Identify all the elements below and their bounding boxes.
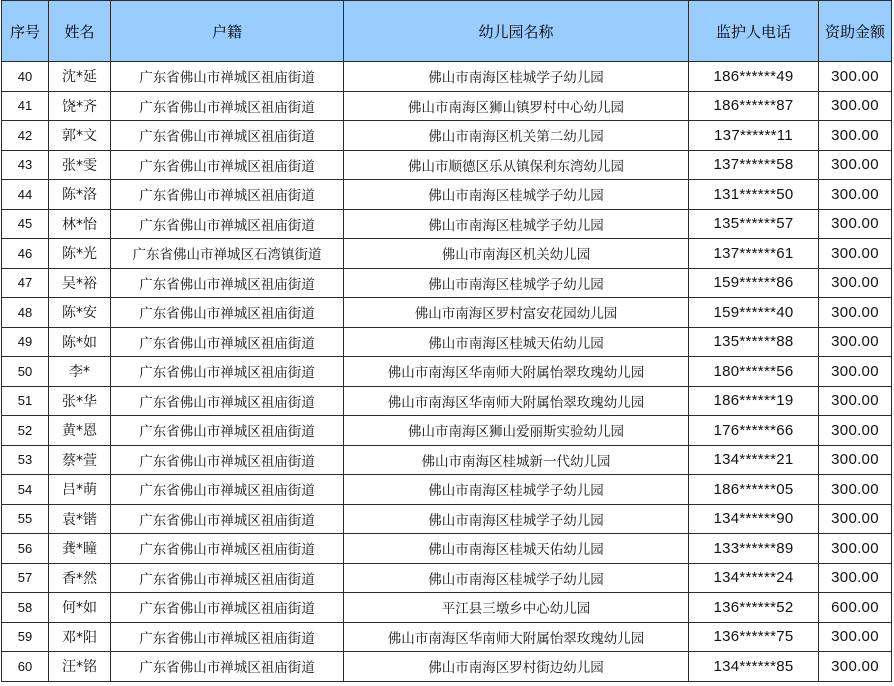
cell-kindergarten: 佛山市南海区罗村富安花园幼儿园 [344, 298, 689, 328]
cell-name: 龚*瞳 [49, 534, 111, 564]
cell-name: 陈*如 [49, 327, 111, 357]
cell-no: 44 [2, 180, 49, 210]
table-container [1, 0, 892, 682]
table-row [2, 62, 892, 92]
cell-no: 55 [2, 504, 49, 534]
cell-residence: 广东省佛山市禅城区祖庙街道 [111, 268, 344, 298]
cell-amount: 300.00 [819, 150, 892, 180]
cell-residence: 广东省佛山市禅城区石湾镇街道 [111, 239, 344, 269]
table-row [2, 180, 892, 210]
cell-residence: 广东省佛山市禅城区祖庙街道 [111, 445, 344, 475]
column-header-kindergarten: 幼儿园名称 [344, 1, 689, 62]
cell-residence: 广东省佛山市禅城区祖庙街道 [111, 62, 344, 92]
header-row [2, 1, 892, 62]
cell-no: 60 [2, 652, 49, 682]
cell-kindergarten: 佛山市南海区桂城学子幼儿园 [344, 504, 689, 534]
table-row [2, 150, 892, 180]
cell-name: 陈*安 [49, 298, 111, 328]
cell-no: 57 [2, 563, 49, 593]
cell-name: 香*然 [49, 563, 111, 593]
cell-name: 袁*锴 [49, 504, 111, 534]
cell-name: 陈*光 [49, 239, 111, 269]
cell-amount: 300.00 [819, 268, 892, 298]
cell-kindergarten: 佛山市南海区桂城学子幼儿园 [344, 209, 689, 239]
cell-residence: 广东省佛山市禅城区祖庙街道 [111, 150, 344, 180]
cell-amount: 300.00 [819, 180, 892, 210]
cell-amount: 300.00 [819, 239, 892, 269]
cell-phone: 136******75 [689, 622, 819, 652]
cell-name: 张*雯 [49, 150, 111, 180]
table-row [2, 416, 892, 446]
table-row [2, 652, 892, 682]
cell-no: 50 [2, 357, 49, 387]
cell-residence: 广东省佛山市禅城区祖庙街道 [111, 593, 344, 623]
cell-phone: 135******88 [689, 327, 819, 357]
cell-residence: 广东省佛山市禅城区祖庙街道 [111, 121, 344, 151]
table-row [2, 91, 892, 121]
cell-phone: 186******87 [689, 91, 819, 121]
cell-name: 陈*洛 [49, 180, 111, 210]
cell-residence: 广东省佛山市禅城区祖庙街道 [111, 357, 344, 387]
cell-kindergarten: 佛山市南海区机关第二幼儿园 [344, 121, 689, 151]
cell-kindergarten: 佛山市南海区华南师大附属怡翠玫瑰幼儿园 [344, 622, 689, 652]
table-row [2, 593, 892, 623]
cell-name: 饶*齐 [49, 91, 111, 121]
cell-phone: 136******52 [689, 593, 819, 623]
cell-kindergarten: 佛山市南海区桂城学子幼儿园 [344, 62, 689, 92]
cell-kindergarten: 佛山市南海区狮山镇罗村中心幼儿园 [344, 91, 689, 121]
cell-residence: 广东省佛山市禅城区祖庙街道 [111, 416, 344, 446]
cell-kindergarten: 佛山市南海区桂城学子幼儿园 [344, 268, 689, 298]
cell-name: 郭*文 [49, 121, 111, 151]
cell-no: 58 [2, 593, 49, 623]
table-row [2, 121, 892, 151]
subsidy-table [1, 0, 892, 682]
cell-residence: 广东省佛山市禅城区祖庙街道 [111, 298, 344, 328]
cell-name: 李* [49, 357, 111, 387]
cell-kindergarten: 佛山市南海区华南师大附属怡翠玫瑰幼儿园 [344, 386, 689, 416]
cell-phone: 137******58 [689, 150, 819, 180]
cell-residence: 广东省佛山市禅城区祖庙街道 [111, 386, 344, 416]
table-row [2, 475, 892, 505]
cell-residence: 广东省佛山市禅城区祖庙街道 [111, 475, 344, 505]
cell-no: 45 [2, 209, 49, 239]
cell-kindergarten: 佛山市南海区桂城学子幼儿园 [344, 563, 689, 593]
cell-amount: 300.00 [819, 622, 892, 652]
cell-amount: 300.00 [819, 416, 892, 446]
cell-no: 59 [2, 622, 49, 652]
cell-kindergarten: 佛山市南海区桂城天佑幼儿园 [344, 534, 689, 564]
cell-residence: 广东省佛山市禅城区祖庙街道 [111, 327, 344, 357]
cell-amount: 300.00 [819, 652, 892, 682]
cell-phone: 137******61 [689, 239, 819, 269]
cell-residence: 广东省佛山市禅城区祖庙街道 [111, 91, 344, 121]
cell-name: 吴*裕 [49, 268, 111, 298]
cell-residence: 广东省佛山市禅城区祖庙街道 [111, 209, 344, 239]
table-row [2, 563, 892, 593]
table-body [2, 62, 892, 682]
cell-amount: 300.00 [819, 327, 892, 357]
column-header-no: 序号 [2, 1, 49, 62]
cell-phone: 133******89 [689, 534, 819, 564]
cell-phone: 137******11 [689, 121, 819, 151]
cell-amount: 300.00 [819, 121, 892, 151]
cell-amount: 300.00 [819, 91, 892, 121]
table-row [2, 386, 892, 416]
cell-phone: 180******56 [689, 357, 819, 387]
cell-phone: 186******05 [689, 475, 819, 505]
cell-amount: 300.00 [819, 475, 892, 505]
cell-phone: 159******86 [689, 268, 819, 298]
cell-amount: 300.00 [819, 62, 892, 92]
cell-residence: 广东省佛山市禅城区祖庙街道 [111, 504, 344, 534]
table-row [2, 357, 892, 387]
table-row [2, 534, 892, 564]
column-header-phone: 监护人电话 [689, 1, 819, 62]
table-row [2, 445, 892, 475]
cell-no: 42 [2, 121, 49, 151]
cell-kindergarten: 平江县三墩乡中心幼儿园 [344, 593, 689, 623]
cell-no: 49 [2, 327, 49, 357]
cell-no: 40 [2, 62, 49, 92]
table-row [2, 209, 892, 239]
cell-residence: 广东省佛山市禅城区祖庙街道 [111, 622, 344, 652]
table-row [2, 239, 892, 269]
cell-residence: 广东省佛山市禅城区祖庙街道 [111, 652, 344, 682]
cell-name: 林*怡 [49, 209, 111, 239]
cell-phone: 135******57 [689, 209, 819, 239]
cell-amount: 300.00 [819, 386, 892, 416]
cell-residence: 广东省佛山市禅城区祖庙街道 [111, 180, 344, 210]
cell-residence: 广东省佛山市禅城区祖庙街道 [111, 563, 344, 593]
cell-amount: 300.00 [819, 534, 892, 564]
cell-amount: 300.00 [819, 563, 892, 593]
cell-no: 53 [2, 445, 49, 475]
table-row [2, 504, 892, 534]
cell-phone: 134******24 [689, 563, 819, 593]
cell-amount: 600.00 [819, 593, 892, 623]
table-row [2, 622, 892, 652]
cell-name: 邓*阳 [49, 622, 111, 652]
cell-kindergarten: 佛山市南海区桂城天佑幼儿园 [344, 327, 689, 357]
cell-no: 51 [2, 386, 49, 416]
cell-phone: 186******49 [689, 62, 819, 92]
cell-amount: 300.00 [819, 445, 892, 475]
cell-kindergarten: 佛山市顺德区乐从镇保利东湾幼儿园 [344, 150, 689, 180]
table-row [2, 298, 892, 328]
cell-amount: 300.00 [819, 504, 892, 534]
cell-no: 47 [2, 268, 49, 298]
cell-no: 41 [2, 91, 49, 121]
cell-name: 沈*延 [49, 62, 111, 92]
cell-no: 43 [2, 150, 49, 180]
cell-name: 何*如 [49, 593, 111, 623]
cell-phone: 131******50 [689, 180, 819, 210]
cell-kindergarten: 佛山市南海区桂城学子幼儿园 [344, 180, 689, 210]
cell-phone: 159******40 [689, 298, 819, 328]
table-row [2, 327, 892, 357]
cell-no: 48 [2, 298, 49, 328]
cell-name: 黄*恩 [49, 416, 111, 446]
cell-kindergarten: 佛山市南海区狮山爱丽斯实验幼儿园 [344, 416, 689, 446]
cell-phone: 134******85 [689, 652, 819, 682]
cell-no: 56 [2, 534, 49, 564]
cell-phone: 134******21 [689, 445, 819, 475]
cell-kindergarten: 佛山市南海区桂城新一代幼儿园 [344, 445, 689, 475]
column-header-residence: 户籍 [111, 1, 344, 62]
cell-kindergarten: 佛山市南海区机关幼儿园 [344, 239, 689, 269]
cell-phone: 134******90 [689, 504, 819, 534]
cell-name: 吕*萌 [49, 475, 111, 505]
cell-name: 汪*铭 [49, 652, 111, 682]
cell-name: 张*华 [49, 386, 111, 416]
cell-no: 46 [2, 239, 49, 269]
cell-kindergarten: 佛山市南海区桂城学子幼儿园 [344, 475, 689, 505]
cell-phone: 186******19 [689, 386, 819, 416]
cell-no: 54 [2, 475, 49, 505]
cell-phone: 176******66 [689, 416, 819, 446]
table-header [2, 1, 892, 62]
cell-amount: 300.00 [819, 298, 892, 328]
cell-name: 蔡*萱 [49, 445, 111, 475]
table-row [2, 268, 892, 298]
cell-amount: 300.00 [819, 357, 892, 387]
cell-no: 52 [2, 416, 49, 446]
cell-kindergarten: 佛山市南海区华南师大附属怡翠玫瑰幼儿园 [344, 357, 689, 387]
cell-amount: 300.00 [819, 209, 892, 239]
cell-kindergarten: 佛山市南海区罗村街边幼儿园 [344, 652, 689, 682]
cell-residence: 广东省佛山市禅城区祖庙街道 [111, 534, 344, 564]
column-header-name: 姓名 [49, 1, 111, 62]
column-header-amount: 资助金额 [819, 1, 892, 62]
